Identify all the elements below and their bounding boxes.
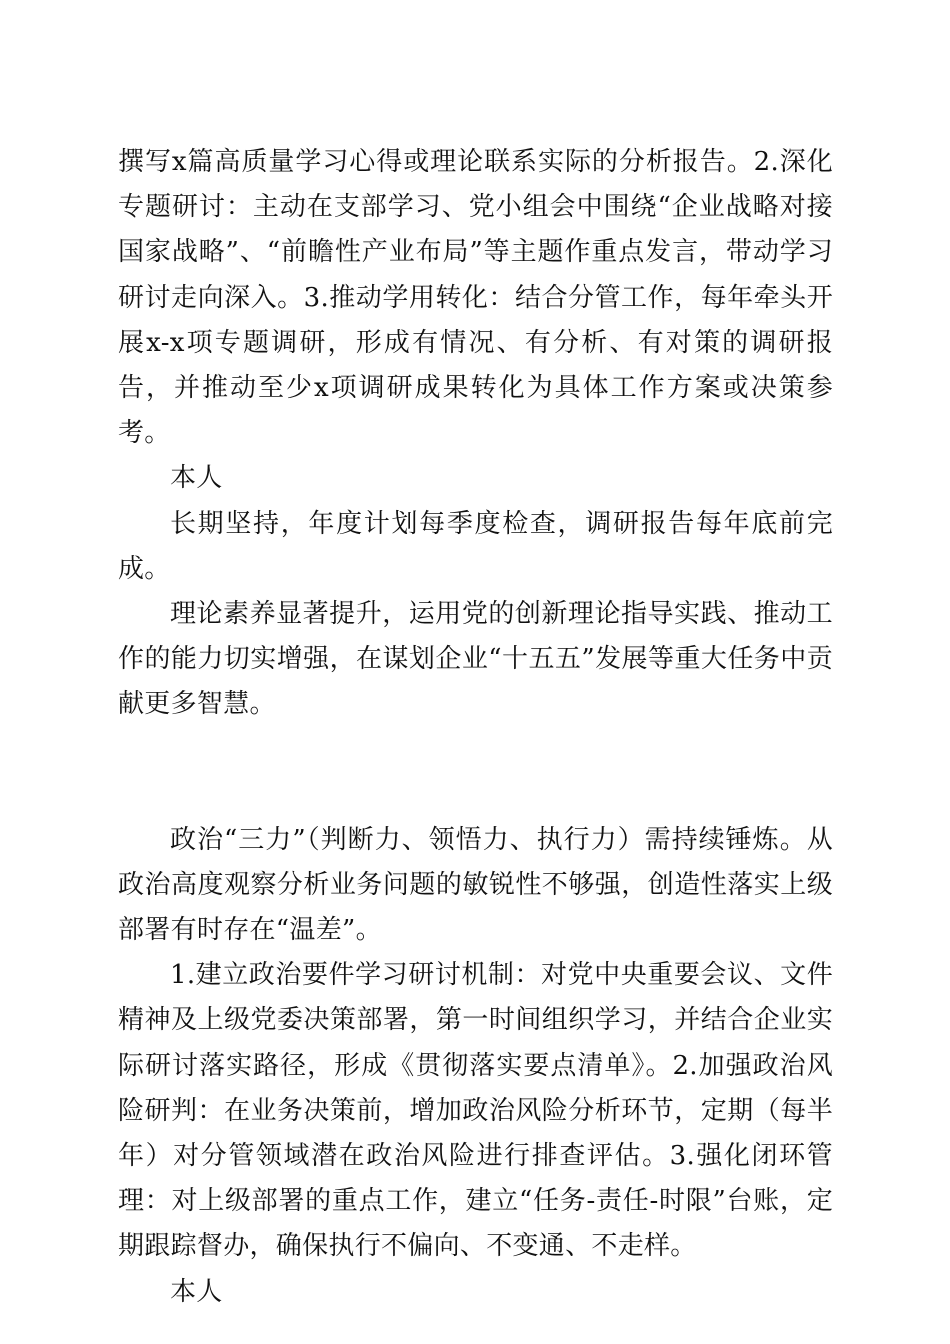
paragraph-responsible-person: 本人 xyxy=(170,463,223,494)
paragraph-responsible-person-2: 本人 xyxy=(170,1276,223,1307)
section-spacer xyxy=(118,728,833,818)
paragraph-measures-continued: 撰写x篇高质量学习心得或理论联系实际的分析报告。2.深化专题研讨：主动在支部学习、党小组会中围绕“企业战略对接国家战略”、“前瞻性产业布局”等主题作重点发言，带动学习研讨走向深入。3.推动学用转化：结合分管工作，每年牵头开展x-x项专题调研，形成有情况、有分析、有对策的调研报告，并推动至少x项调研成果转化为具体工作方案或决策参考。 xyxy=(118,147,833,449)
paragraph-expected-outcome: 理论素养显著提升，运用党的创新理论指导实践、推动工作的能力切实增强，在谋划企业“十五五”发展等重大任务中贡献更多智慧。 xyxy=(118,599,833,720)
paragraph-measures: 1.建立政治要件学习研讨机制：对党中央重要会议、文件精神及上级党委决策部署，第一时间组织学习，并结合企业实际研讨落实路径，形成《贯彻落实要点清单》。2.加强政治风险研判：在业务决策前，增加政治风险分析环节，定期（每半年）对分管领域潜在政治风险进行排查评估。3.强化闭环管理：对上级部署的重点工作，建立“任务-责任-时限”台账，定期跟踪督办，确保执行不偏向、不变通、不走样。 xyxy=(118,960,833,1262)
paragraph-timeline: 长期坚持，年度计划每季度检查，调研报告每年底前完成。 xyxy=(118,508,833,584)
paragraph-problem: 政治“三力”（判断力、领悟力、执行力）需持续锤炼。从政治高度观察分析业务问题的敏锐性不够强，创造性落实上级部署有时存在“温差”。 xyxy=(118,824,833,946)
document-body xyxy=(118,140,833,1315)
